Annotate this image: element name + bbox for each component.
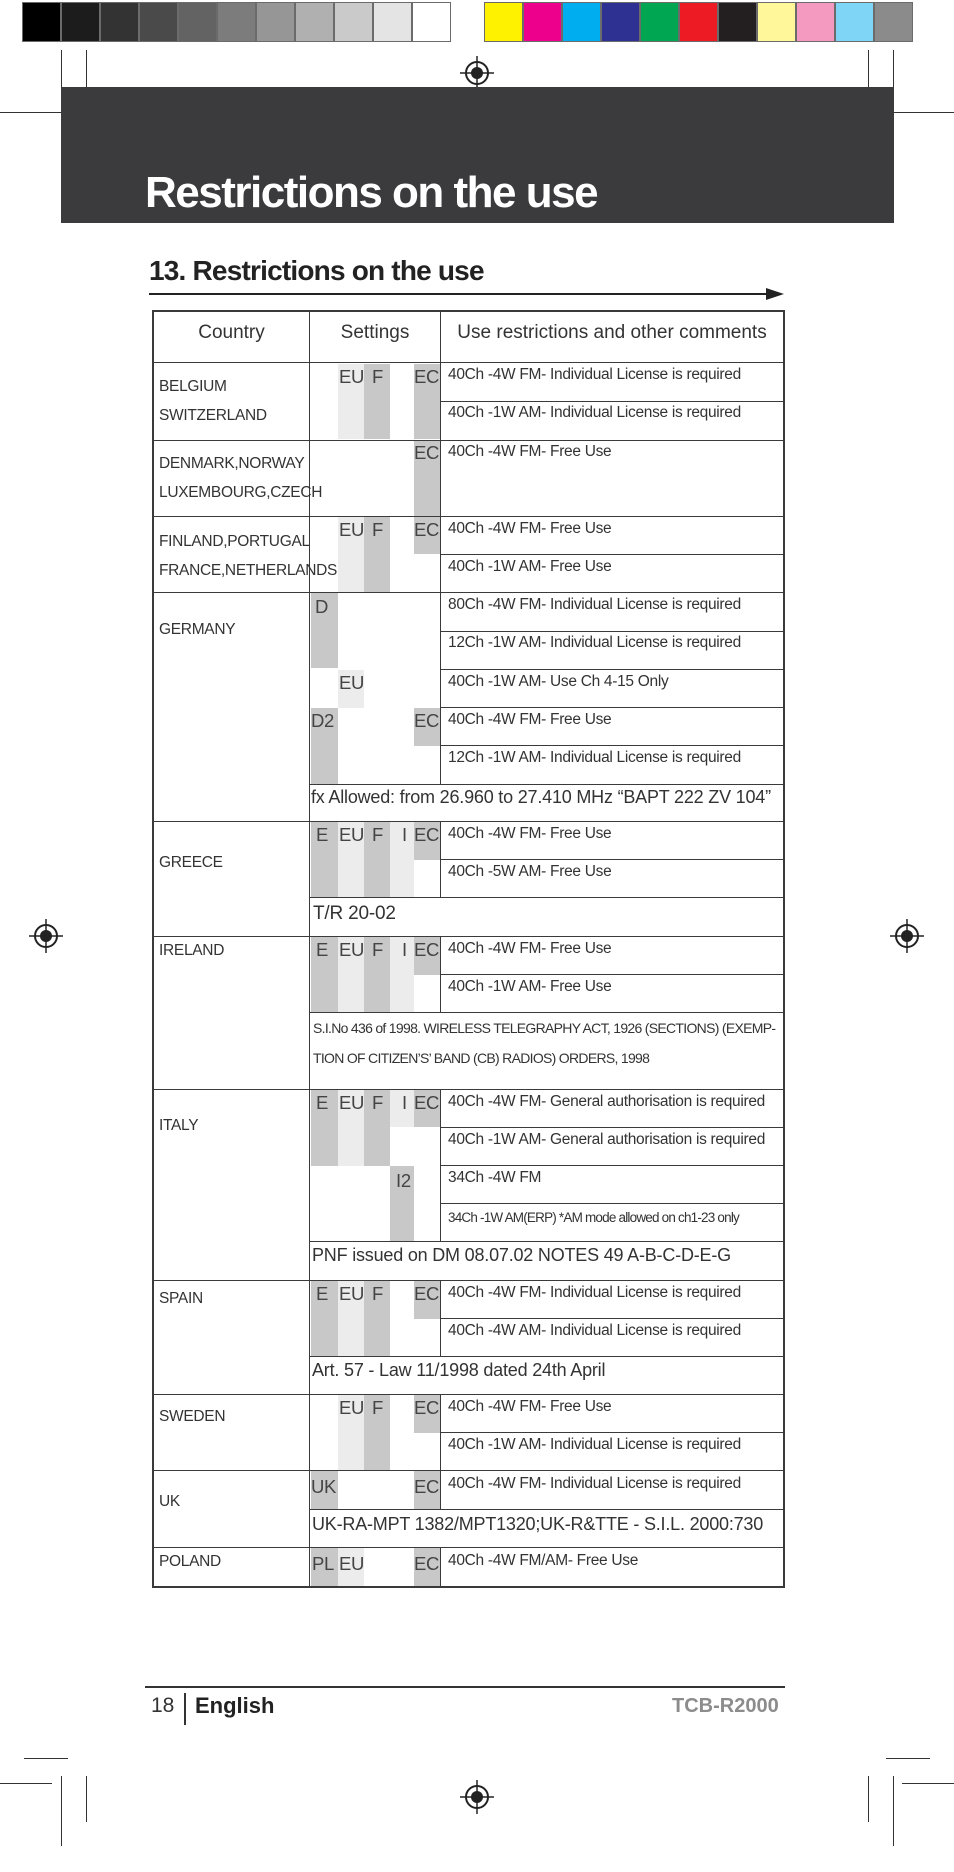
setting-code: F — [372, 1283, 384, 1304]
setting-code: D — [315, 596, 329, 617]
setting-code: EC — [414, 1283, 440, 1304]
setting-code: I — [402, 824, 407, 845]
setting-code: F — [372, 939, 384, 960]
comment-cell: 12Ch -1W AM- Individual License is required — [448, 749, 741, 766]
footer-divider — [184, 1693, 186, 1725]
setting-code: EC — [414, 939, 440, 960]
column-header-comments: Use restrictions and other comments — [457, 322, 767, 343]
gray-swatch — [412, 2, 451, 42]
setting-code: EU — [339, 1397, 365, 1418]
setting-code: UK — [311, 1476, 337, 1497]
color-swatch — [835, 2, 874, 42]
setting-code: EC — [414, 710, 440, 731]
regulation-note: PNF issued on DM 08.07.02 NOTES 49 A-B-C-D-E-G — [312, 1245, 731, 1265]
comment-cell: 40Ch -4W FM- Individual License is required — [448, 1475, 741, 1492]
comment-cell: 40Ch -4W FM- Free Use — [448, 711, 612, 728]
page-number: 18 — [151, 1694, 175, 1717]
setting-code: F — [372, 1397, 384, 1418]
comment-cell: 40Ch -1W AM- Free Use — [448, 558, 612, 575]
country-name: IRELAND — [159, 942, 225, 959]
setting-code: EU — [339, 1283, 365, 1304]
color-swatch — [874, 2, 913, 42]
setting-code: EU — [339, 366, 365, 387]
gray-swatch — [256, 2, 295, 42]
comment-cell: 34Ch -4W FM — [448, 1169, 542, 1186]
comment-cell: 40Ch -4W FM- Individual License is required — [448, 366, 741, 383]
comment-cell: 40Ch -1W AM- Free Use — [448, 978, 612, 995]
comment-cell: 40Ch -4W AM- Individual License is required — [448, 1322, 741, 1339]
comment-cell: 40Ch -4W FM- Free Use — [448, 825, 612, 842]
setting-code: F — [372, 824, 384, 845]
setting-code: EC — [414, 1553, 440, 1574]
country-name: FRANCE,NETHERLANDS — [159, 562, 338, 579]
color-swatch — [562, 2, 601, 42]
setting-code: EC — [414, 1397, 440, 1418]
column-header-settings: Settings — [340, 322, 410, 343]
comment-cell: 80Ch -4W FM- Individual License is required — [448, 596, 741, 613]
color-swatch — [757, 2, 796, 42]
setting-code: I2 — [396, 1170, 411, 1191]
regulation-note: fx Allowed: from 26.960 to 27.410 MHz “BAPT 222 ZV 104” — [311, 787, 771, 807]
setting-code: EU — [339, 1553, 365, 1574]
comment-cell: 40Ch -4W FM- Individual License is required — [448, 1284, 741, 1301]
setting-code: F — [372, 366, 384, 387]
gray-swatch — [295, 2, 334, 42]
country-name: GERMANY — [159, 621, 236, 638]
regulation-note: S.I.No 436 of 1998. WIRELESS TELEGRAPHY ACT, 1926 (SECTIONS) (EXEMP- — [313, 1020, 776, 1036]
country-name: FINLAND,PORTUGAL — [159, 533, 310, 550]
regulation-note: Art. 57 - Law 11/1998 dated 24th April — [312, 1360, 606, 1380]
setting-code: F — [372, 519, 384, 540]
country-name: SWEDEN — [159, 1408, 226, 1425]
comment-cell: 40Ch -5W AM- Free Use — [448, 863, 612, 880]
comment-cell: 40Ch -4W FM- Free Use — [448, 520, 612, 537]
gray-swatch — [373, 2, 412, 42]
setting-code: EU — [339, 672, 365, 693]
country-name: GREECE — [159, 854, 223, 871]
setting-code: EU — [339, 1092, 365, 1113]
footer-model-name: TCB-R2000 — [672, 1695, 779, 1717]
gray-swatch — [178, 2, 217, 42]
color-swatch — [796, 2, 835, 42]
comment-cell: 40Ch -1W AM- Use Ch 4-15 Only — [448, 673, 669, 690]
comment-cell: 40Ch -1W AM- General authorisation is required — [448, 1131, 766, 1148]
color-swatch — [679, 2, 718, 42]
country-name: UK — [159, 1493, 180, 1510]
column-header-country: Country — [198, 322, 265, 343]
regulation-note: T/R 20-02 — [313, 903, 396, 924]
color-swatch — [718, 2, 757, 42]
setting-code: EC — [414, 1092, 440, 1113]
comment-cell: 40Ch -4W FM- General authorisation is required — [448, 1093, 766, 1110]
regulation-note: UK-RA-MPT 1382/MPT1320;UK-R&TTE - S.I.L. 2000:730 — [312, 1514, 764, 1534]
gray-swatch — [61, 2, 100, 42]
comment-cell: 40Ch -4W FM- Free Use — [448, 940, 612, 957]
country-name: POLAND — [159, 1553, 221, 1570]
comment-cell: 40Ch -4W FM- Free Use — [448, 1398, 612, 1415]
setting-code: I — [402, 1092, 407, 1113]
setting-code: D2 — [311, 710, 335, 731]
comment-cell: 40Ch -4W FM- Free Use — [448, 443, 612, 460]
registration-mark-icon — [460, 1780, 494, 1814]
country-name: DENMARK,NORWAY — [159, 455, 305, 472]
arrow-right-icon — [766, 288, 784, 300]
setting-code: PL — [312, 1553, 335, 1574]
country-name: BELGIUM — [159, 378, 227, 395]
color-swatch — [484, 2, 523, 42]
comment-cell: 40Ch -1W AM- Individual License is required — [448, 1436, 741, 1453]
setting-code: E — [316, 1092, 329, 1113]
registration-mark-icon — [460, 56, 494, 90]
setting-code: E — [316, 1283, 329, 1304]
section-title: 13. Restrictions on the use — [149, 255, 484, 286]
setting-code: EC — [414, 824, 440, 845]
setting-code: EC — [414, 519, 440, 540]
setting-code: EU — [339, 824, 365, 845]
setting-code: E — [316, 939, 329, 960]
color-swatch — [640, 2, 679, 42]
gray-swatch — [139, 2, 178, 42]
color-swatch — [523, 2, 562, 42]
footer-rule — [145, 1686, 785, 1688]
country-name: ITALY — [159, 1117, 199, 1134]
gray-swatch — [22, 2, 61, 42]
comment-cell: 34Ch -1W AM(ERP) *AM mode allowed on ch1-23 only — [448, 1210, 739, 1225]
country-name: LUXEMBOURG,CZECH — [159, 484, 323, 501]
setting-code: F — [372, 1092, 384, 1113]
comment-cell: 40Ch -4W FM/AM- Free Use — [448, 1552, 639, 1569]
setting-code: EC — [414, 366, 440, 387]
setting-code: EU — [339, 939, 365, 960]
comment-cell: 12Ch -1W AM- Individual License is required — [448, 634, 741, 651]
setting-code: I — [402, 939, 407, 960]
regulation-note: TION OF CITIZEN’S’ BAND (CB) RADIOS) ORDERS, 1998 — [313, 1050, 650, 1066]
gray-swatch — [217, 2, 256, 42]
country-name: SWITZERLAND — [159, 407, 267, 424]
registration-mark-icon — [890, 919, 924, 953]
setting-code: EC — [414, 1476, 440, 1497]
footer-language: English — [195, 1693, 275, 1718]
gray-swatch — [100, 2, 139, 42]
section-rule — [149, 293, 775, 295]
setting-code: E — [316, 824, 329, 845]
page-header-title: Restrictions on the use — [145, 168, 598, 217]
color-swatch — [601, 2, 640, 42]
registration-mark-icon — [29, 919, 63, 953]
comment-cell: 40Ch -1W AM- Individual License is required — [448, 404, 741, 421]
setting-code: EC — [414, 442, 440, 463]
setting-code: EU — [339, 519, 365, 540]
country-name: SPAIN — [159, 1290, 203, 1307]
gray-swatch — [334, 2, 373, 42]
